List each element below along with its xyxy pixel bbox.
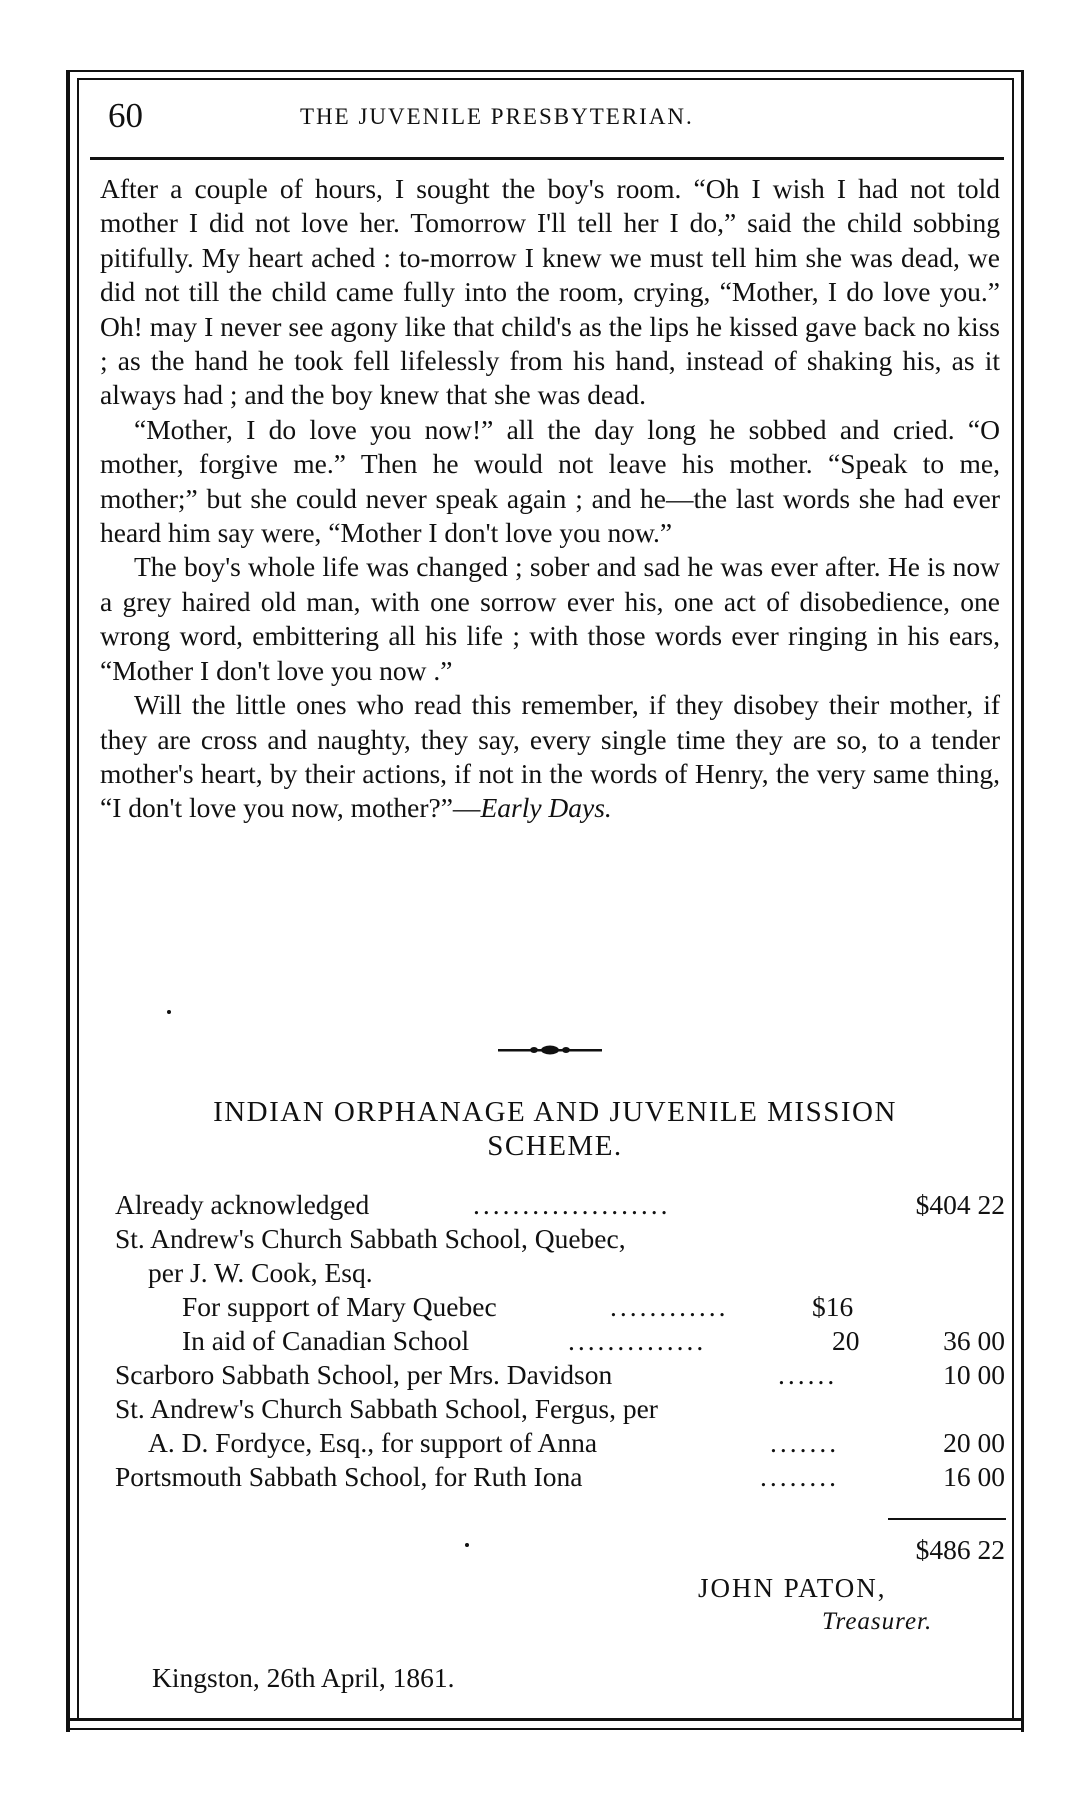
signer-name: JOHN PATON, [698, 1573, 887, 1603]
ledger-amount: 10 00 [943, 1359, 1005, 1390]
ledger-label: A. D. Fordyce, Esq., for support of Anna [148, 1427, 598, 1458]
dateline: Kingston, 26th April, 1861. [152, 1662, 455, 1693]
ledger-subamount: 20 [832, 1325, 860, 1356]
ledger-label: Scarboro Sabbath School, per Mrs. Davidson [115, 1359, 613, 1390]
ledger-subamount: $16 [812, 1291, 854, 1322]
ledger-label: per J. W. Cook, Esq. [148, 1257, 373, 1288]
article-paragraph-text: Will the little ones who read this remember, if they disobey their mother, if they are cross and naughty, they say, every single time they are so, to a tender mother's heart, by their actions, if not in the words of Henry, the very same thing, “I don't love you now, mother?”— [100, 689, 1000, 824]
ledger-leader: .................... [473, 1189, 671, 1220]
ledger-leader: ........ [760, 1461, 839, 1492]
article-source: Early Days. [480, 792, 612, 824]
ledger-amount: 36 00 [943, 1325, 1005, 1356]
section-title-line: INDIAN ORPHANAGE AND JUVENILE MISSION [213, 1096, 897, 1128]
ledger-leader: ...... [778, 1359, 838, 1390]
article-paragraph: The boy's whole life was changed ; sober and sad he was ever after. He is now a grey haired old man, with one sorrow ever his, one act of disobedience, one wrong word, embittering all his life ; with those words ever ringing in his ears, “Mother I don't love you now .” [100, 551, 1000, 686]
ledger-leader: ....... [770, 1427, 840, 1458]
article-paragraph: “Mother, I do love you now!” all the day long he sobbed and cried. “O mother, forgive me.” Then he would not leave his mother. “Speak to me, mother;” but she could never speak again ; and he—the last words she had ever heard him say were, “Mother I don't love you now.” [100, 413, 1000, 549]
ledger-label: Portsmouth Sabbath School, for Ruth Iona [115, 1461, 583, 1492]
signer-title: Treasurer. [822, 1608, 933, 1635]
ledger-amount: 16 00 [943, 1461, 1005, 1492]
article-paragraph: After a couple of hours, I sought the boy's room. “Oh I wish I had not told mother I did not love her. Tomorrow I'll tell her I do,” said the child sobbing pitifully. My heart ached : to-morrow I knew we must tell him she was dead, we did not till the child came fully into the room, crying, “Mother, I do love you.” Oh! may I never see agony like that child's as the lips he kissed gave back no kiss ; as the hand he took fell lifelessly from his hand, instead of shaking his, as it always had ; and the boy knew that she was dead. [100, 173, 1000, 411]
ledger-leader: ............ [610, 1291, 729, 1322]
ledger-leader: .............. [568, 1325, 707, 1356]
page-number: 60 [108, 96, 143, 135]
ledger-total: $486 22 [915, 1534, 1005, 1565]
print-speck [167, 1010, 171, 1014]
total-rule [888, 1518, 1006, 1520]
print-speck [465, 1543, 469, 1547]
ledger-label: St. Andrew's Church Sabbath School, Quebec, [115, 1223, 626, 1254]
ledger-label: For support of Mary Quebec [182, 1291, 497, 1322]
running-title: THE JUVENILE PRESBYTERIAN. [300, 104, 694, 129]
ledger-label: Already acknowledged [115, 1189, 370, 1220]
ledger-amount: $404 22 [915, 1189, 1005, 1220]
ledger-label: In aid of Canadian School [182, 1325, 470, 1356]
section-title-line: SCHEME. [487, 1130, 623, 1162]
ledger-label: St. Andrew's Church Sabbath School, Fergus, per [115, 1393, 658, 1424]
ledger-amount: 20 00 [943, 1427, 1005, 1458]
